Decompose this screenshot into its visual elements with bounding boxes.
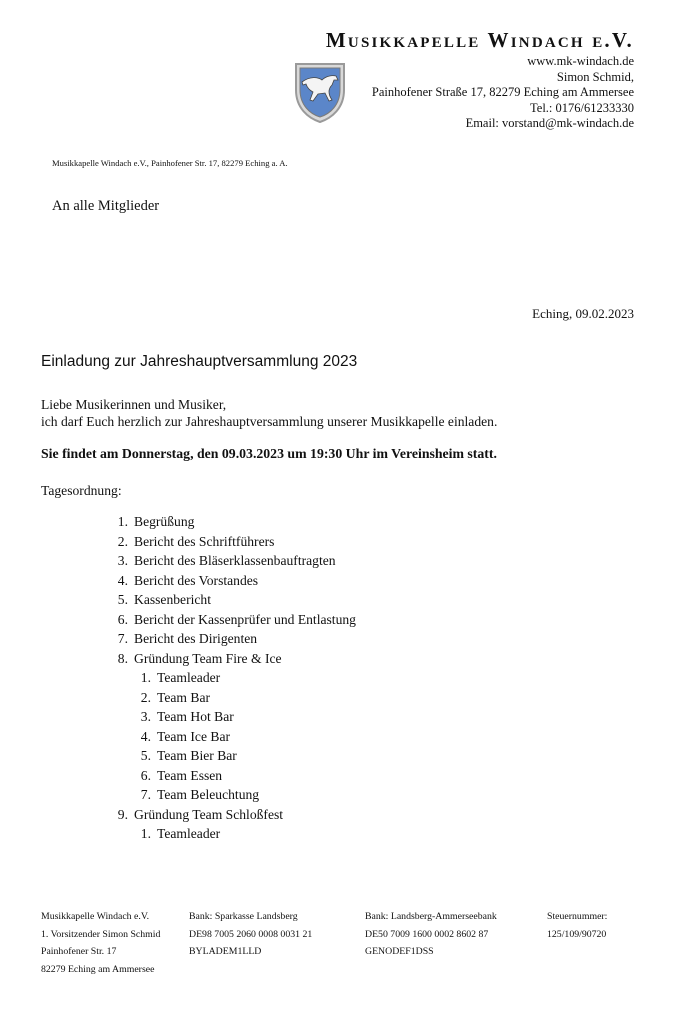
agenda-item (90, 512, 356, 532)
agenda-subitem-number: 3. (140, 709, 151, 724)
agenda-subitem-number: 2. (140, 689, 151, 705)
agenda-item (90, 805, 356, 825)
agenda-item-number: 8. (117, 650, 128, 666)
footer-line: BYLADEM1LLD (189, 946, 262, 958)
agenda-subitem-text: Team Bier Bar (157, 748, 237, 763)
agenda-item-number: 2. (117, 533, 128, 549)
agenda-item-number: 6. (117, 611, 128, 627)
footer-line: 82279 Eching am Ammersee (41, 963, 155, 975)
agenda-item-text: Gründung Team Fire & Ice (134, 650, 282, 666)
footer-tax-number (547, 908, 607, 943)
agenda-item-number: 5. (117, 592, 128, 607)
meeting-announcement: Sie findet am Donnerstag, den 09.03.2023 um 19:30 Uhr im Vereinsheim statt. (41, 446, 497, 461)
agenda-item-text: Kassenbericht (134, 592, 212, 607)
agenda-subitem-number: 1. (140, 826, 151, 841)
agenda-subitem-number: 5. (140, 748, 151, 763)
letter-subject: Einladung zur Jahreshauptversammlung 2023 (41, 353, 358, 370)
agenda-subitem-text: Team Bar (157, 689, 211, 705)
footer-line: Bank: Landsberg-Ammerseebank (365, 911, 497, 922)
contact-name: Simon Schmid, (556, 69, 634, 84)
website-link[interactable]: www.mk-windach.de (527, 54, 634, 68)
recipient: An alle Mitglieder (52, 198, 160, 214)
greeting-line-2: ich darf Euch herzlich zur Jahreshauptversammlung unserer Musikkapelle einladen. (41, 414, 498, 429)
agenda-subitem (90, 766, 356, 786)
agenda-subitem (90, 668, 356, 688)
agenda-subitem-text: Team Essen (157, 767, 223, 783)
agenda-item (90, 649, 356, 669)
footer-line: Musikkapelle Windach e.V. (41, 911, 150, 922)
agenda-item-number: 3. (117, 553, 128, 568)
agenda-item-number: 7. (117, 631, 128, 646)
footer-line: GENODEF1DSS (365, 946, 434, 958)
agenda-subitem (90, 707, 356, 727)
footer-line: DE50 7009 1600 0002 8602 87 (365, 928, 489, 940)
agenda-item (90, 532, 356, 552)
footer-bank-sparkasse (189, 908, 312, 961)
address-line: Painhofener Straße 17, 82279 Eching am Ammersee (371, 85, 634, 100)
phone-line: Tel.: 0176/61233330 (530, 100, 634, 115)
agenda-item-number: 1. (117, 514, 128, 529)
agenda-subitem-text: Team Hot Bar (157, 709, 234, 724)
email-line[interactable]: Email: vorstand@mk-windach.de (465, 116, 634, 131)
sender-return-address: Musikkapelle Windach e.V., Painhofener Str. 17, 82279 Eching a. A. (52, 158, 288, 168)
footer-line: Bank: Sparkasse Landsberg (189, 911, 298, 922)
agenda-subitem-text: Team Ice Bar (157, 728, 231, 744)
agenda-item-text: Gründung Team Schloßfest (134, 806, 284, 822)
agenda-item-text: Bericht des Dirigenten (134, 631, 258, 646)
greeting-line-1: Liebe Musikerinnen und Musiker, (41, 397, 227, 412)
agenda-item (90, 571, 356, 591)
agenda-item-text: Bericht des Vorstandes (134, 572, 259, 588)
coat-of-arms-horse-icon (292, 60, 348, 124)
agenda-list (90, 512, 356, 844)
agenda-heading: Tagesordnung: (41, 483, 122, 498)
agenda-subitem-text: Team Beleuchtung (157, 787, 260, 802)
footer-line: Painhofener Str. 17 (41, 946, 117, 958)
agenda-subitem-number: 4. (140, 728, 151, 744)
agenda-subitem (90, 727, 356, 747)
organization-name: Musikkapelle Windach e.V. (325, 28, 634, 52)
agenda-subitem (90, 785, 356, 805)
footer-line: Steuernummer: (547, 911, 608, 922)
agenda-subitem-number: 7. (140, 787, 151, 802)
agenda-subitem-number: 6. (140, 767, 151, 783)
footer-bank-ammerseebank (365, 908, 497, 961)
agenda-subitem-text: Teamleader (157, 670, 221, 685)
footer-line: 125/109/90720 (547, 928, 607, 940)
agenda-subitem (90, 746, 356, 766)
footer-line: 1. Vorsitzender Simon Schmid (41, 928, 161, 940)
agenda-subitem-text: Teamleader (157, 826, 221, 841)
agenda-subitem (90, 824, 356, 844)
contact-block (372, 54, 634, 132)
agenda-item-number: 4. (117, 572, 128, 588)
agenda-subitem-number: 1. (140, 670, 151, 685)
agenda-item-text: Begrüßung (134, 514, 195, 529)
agenda-item-text: Bericht der Kassenprüfer und Entlastung (134, 611, 356, 627)
letter-date: Eching, 09.02.2023 (532, 306, 634, 321)
footer-line: DE98 7005 2060 0008 0031 21 (189, 928, 313, 940)
footer-organization (41, 908, 160, 978)
agenda-item-text: Bericht des Schriftführers (134, 533, 275, 549)
agenda-item (90, 610, 356, 630)
agenda-item (90, 590, 356, 610)
agenda-item-number: 9. (117, 806, 128, 822)
agenda-item-text: Bericht des Bläserklassenbauftragten (134, 553, 336, 568)
agenda-item (90, 551, 356, 571)
agenda-subitem (90, 688, 356, 708)
agenda-item (90, 629, 356, 649)
